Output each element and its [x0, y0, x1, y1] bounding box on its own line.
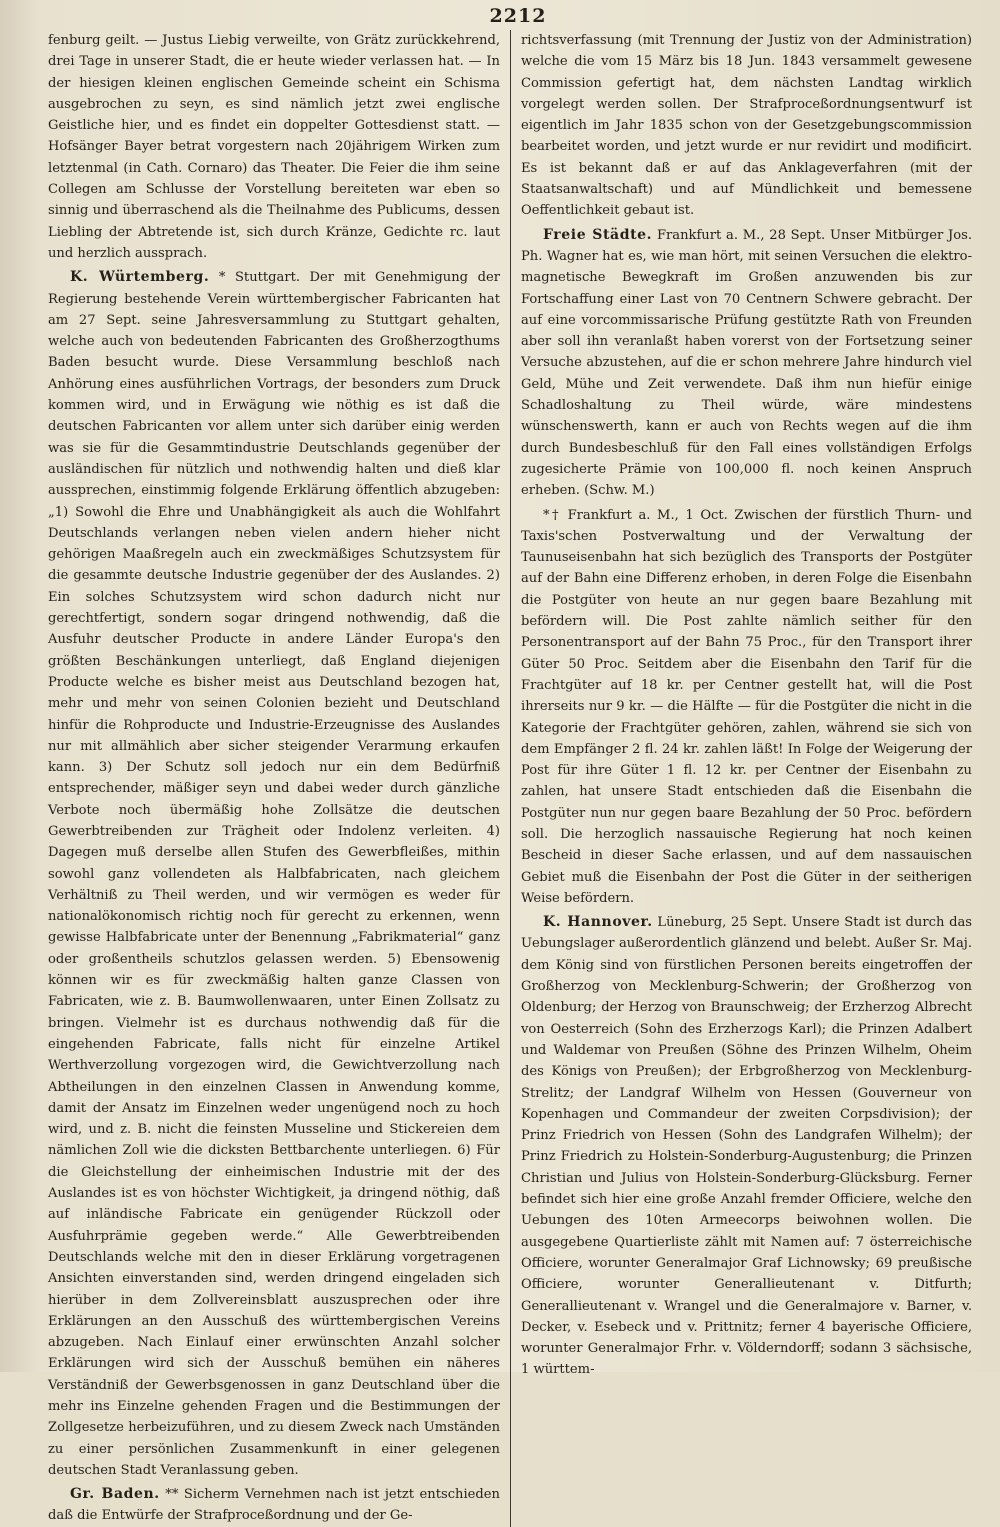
article-paragraph: richtsverfassung (mit Trennung der Justiz von der Administration) welche die vom 15 März bis 18 Jun. 1843 versammelt gewesene Commission gefertigt hat, dem nächsten Landtag wirklich vorgelegt werden sollen. Der Strafproceßordnungsentwurf ist eigentlich im Jahr 1835 schon von der Gesetzgebungscommission bearbeitet worden, und jetzt wurde er nur revidirt und modificirt. Es ist bekannt daß er auf das Anklageverfahren (mit der Staatsanwaltschaft) und auf Mündlichkeit und bemessene Oeffentlichkeit gebaut ist.	[521, 33, 972, 219]
right-column	[510, 30, 972, 1527]
columns	[48, 30, 988, 1527]
section-heading: K. Würtemberg.	[70, 269, 210, 286]
article-paragraph: *† Frankfurt a. M., 1 Oct. Zwischen der fürstlich Thurn- und Taxis'schen Postverwaltung und der Verwaltung der Taunuseisenbahn hat sich bezüglich des Transports der Postgüter auf der Bahn eine Differenz erhoben, in deren Folge die Eisenbahn die Postgüter von heute an nur gegen baare Bezahlung mit befördern will. Die Post zahlte nämlich seither für den Personentransport auf der Bahn 75 Proc., für den Transport ihrer Güter 50 Proc. Seitdem aber die Eisenbahn den Tarif für die Frachtgüter auf 18 kr. per Centner gestellt hat, will die Post ihrerseits nur 9 kr. — die Hälfte — für die Postgüter die nicht in die Kategorie der Frachtgüter gehören, zahlen, während sie sich von dem Empfänger 2 fl. 24 kr. zahlen läßt! In Folge der Weigerung der Post für ihre Güter 1 fl. 12 kr. per Centner der Eisenbahn zu zahlen, hat unsere Stadt entschieden daß die Eisenbahn die Postgüter nun nur gegen baare Bezahlung der 50 Proc. befördern soll. Die herzoglich nassauische Regierung hat noch keinen Bescheid in dieser Sache erlassen, und auf dem nassauischen Gebiet muß die Eisenbahn der Post die Güter in der seitherigen Weise befördern.	[521, 507, 972, 906]
article-paragraph: Freie Städte. Frankfurt a. M., 28 Sept. Unser Mitbürger Jos. Ph. Wagner hat es, wie man hört, mit seinen Versuchen die elektro-magnetische Bewegkraft im Großen anzuwenden bis zur Fortschaffung einer Last von 70 Centnern Schwere gebracht. Der auf eine vorcommissarische Prüfung gestützte Rath von Freunden aber soll ihn veranlaßt haben vorerst von der Fortsetzung seiner Versuche abzustehen, auf die er schon mehrere Jahre hindurch viel Geld, Mühe und Zeit verwendete. Daß ihm nun hiefür einige Schadloshaltung zu Theil würde, wäre mindestens wünschenswerth, kann er auch von Rechts wegen auf die ihm durch Bundesbeschluß für den Fall eines vollständigen Erfolgs zugesicherte Prämie von 100,000 fl. noch keinen Anspruch erheben. (Schw. M.)	[521, 226, 972, 499]
section-heading: Gr. Baden.	[70, 1486, 160, 1503]
page-number: 2212	[489, 5, 547, 27]
article-paragraph: K. Würtemberg. * Stuttgart. Der mit Genehmigung der Regierung bestehende Verein württembergischer Fabricanten hat am 27 Sept. seine Jahresversammlung zu Stuttgart gehalten, welche auch von bedeutenden Fabricanten des Großherzogthums Baden besucht wurde. Diese Versammlung beschloß nach Anhörung eines ausführlichen Vortrags, der besonders zum Druck kommen wird, und in Erwägung wie nöthig es ist daß die deutschen Fabricanten vor allem unter sich darüber einig werden was sie für die Gesammtindustrie Deutschlands gegenüber der ausländischen für nützlich und nothwendig halten und dieß klar aussprechen, einstimmig folgende Erklärung öffentlich abzugeben: „1) Sowohl die Ehre und Unabhängigkeit als auch die Wohlfahrt Deutschlands verlangen neben vielen andern hieher nicht gehörigen Maaßregeln auch ein zweckmäßiges Schutzsystem für die gesammte deutsche Industrie gegenüber der des Auslandes. 2) Ein solches Schutzsystem wird schon dadurch nicht nur gerechtfertigt, sondern sogar dringend nothwendig, daß die Ausfuhr deutscher Producte in andere Länder Europa's den größten Beschänkungen unterliegt, daß England diejenigen Producte welche es bisher meist aus Deutschland bezogen hat, mehr und mehr von seinen Colonien bezieht und Deutschland hinfür die Rohproducte und Industrie-Erzeugnisse des Auslandes nur mit allmählich aber sicher steigender Verarmung erkaufen kann. 3) Der Schutz soll jedoch nur ein dem Bedürfniß entsprechender, mäßiger seyn und dabei weder durch gänzliche Verbote noch übermäßig hohe Zollsätze die deutschen Gewerbtreibenden zur Trägheit oder Indolenz verleiten. 4) Dagegen muß derselbe allen Stufen des Gewerbfleißes, mithin sowohl ganz vollendeten als Halbfabricaten, nach gleichem Verhältniß zu Theil werden, und wir vermögen es weder für nationalökonomisch richtig noch für gerecht zu erkennen, wenn gewisse Halbfabricate unter der Benennung „Fabrikmaterial“ ganz oder großentheils schutzlos gelassen werden. 5) Ebensowenig können wir es für zweckmäßig halten ganze Classen von Fabricaten, wie z. B. Baumwollenwaaren, unter Einen Zollsatz zu bringen. Vielmehr ist es durchaus nothwendig daß für die eingehenden Fabricate, falls nicht für einzelne Artikel Werthverzollung vorgezogen wird, die Gewichtverzollung nach Abtheilungen in den einzelnen Classen in Anwendung komme, damit der Ansatz im Einzelnen weder ungenügend noch zu hoch wird, und z. B. nicht die feinsten Musseline und Stickereien dem nämlichen Zoll wie die dicksten Bettbarchente unterliegen. 6) Für die Gleichstellung der einheimischen Industrie mit der des Auslandes ist es von höchster Wichtigkeit, ja dringend nöthig, daß auf inländische Fabricate ein genügender Rückzoll oder Ausfuhrprämie gegeben werde.“ Alle Gewerbtreibenden Deutschlands welche mit den in dieser Erklärung vorgetragenen Ansichten einverstanden sind, werden dringend eingeladen sich hierüber in dem Zollvereinsblatt auszusprechen oder ihre Erklärungen an den Ausschuß des württembergischen Vereins abzugeben. Nach Einlauf einer erwünschten Anzahl solcher Erklärungen wird sich der Ausschuß bemühen ein näheres Verständniß der Gewerbsgenossen in ganz Deutschland über die mehr ins Einzelne gehenden Fragen und die Bestimmungen der Zollgesetze herbeizuführen, und zu diesem Zweck nach Umständen zu einer persönlichen Zusammenkunft in einer gelegenen deutschen Stadt Veranlassung geben.	[48, 269, 500, 1478]
article-paragraph: Gr. Baden. ** Sicherm Vernehmen nach ist jetzt entschieden daß die Entwürfe der Strafproceßordnung und der Ge-	[48, 1486, 500, 1524]
left-column	[48, 30, 510, 1527]
article-paragraph: fenburg geilt. — Justus Liebig verweilte, von Grätz zurückkehrend, drei Tage in unserer Stadt, die er heute wieder verlassen hat. — In der hiesigen kleinen englischen Gemeinde scheint ein Schisma ausgebrochen zu seyn, es sind nämlich jetzt zwei englische Geistliche hier, und es findet ein doppelter Gottesdienst statt. — Hofsänger Bayer betrat vorgestern nach 20jährigem Wirken zum letztenmal (in Cath. Cornaro) das Theater. Die Feier die ihm seine Collegen am Schlusse der Vorstellung bereiteten war eben so sinnig und überraschend als die Theilnahme des Publicums, dessen Liebling der Abtretende ist, sich durch Kränze, Gedichte rc. laut und herzlich aussprach.	[48, 33, 500, 261]
article-paragraph: K. Hannover. Lüneburg, 25 Sept. Unsere Stadt ist durch das Uebungslager außerordentlich glänzend und belebt. Außer Sr. Maj. dem König sind von fürstlichen Personen bereits eingetroffen der Großherzog von Mecklenburg-Schwerin; der Großherzog von Oldenburg; der Herzog von Braunschweig; der Erzherzog Albrecht von Oesterreich (Sohn des Erzherzogs Karl); die Prinzen Adalbert und Waldemar von Preußen (Söhne des Prinzen Wilhelm, Oheim des Königs von Preußen); der Erbgroßherzog von Mecklenburg-Strelitz; der Landgraf Wilhelm von Hessen (Gouverneur von Kopenhagen und Commandeur der zweiten Corpsdivision); der Prinz Friedrich von Hessen (Sohn des Landgrafen Wilhelm); der Prinz Friedrich zu Holstein-Sonderburg-Augustenburg; die Prinzen Christian und Julius von Holstein-Sonderburg-Glücksburg. Ferner befindet sich hier eine große Anzahl fremder Officiere, welche den Uebungen des 10ten Armeecorps beiwohnen wollen. Die ausgegebene Quartierliste zählt mit Namen auf: 7 österreichische Officiere, worunter Generalmajor Graf Lichnowsky; 69 preußische Officiere, worunter Generallieutenant v. Ditfurth; Generallieutenant v. Wrangel und die Generalmajore v. Barner, v. Decker, v. Esebeck und v. Prittnitz; ferner 4 bayerische Officiere, worunter Generalmajor Frhr. v. Völderndorff; sodann 3 sächsische, 1 württem-	[521, 914, 972, 1378]
section-heading: Freie Städte.	[543, 226, 653, 243]
section-heading: K. Hannover.	[543, 914, 653, 931]
